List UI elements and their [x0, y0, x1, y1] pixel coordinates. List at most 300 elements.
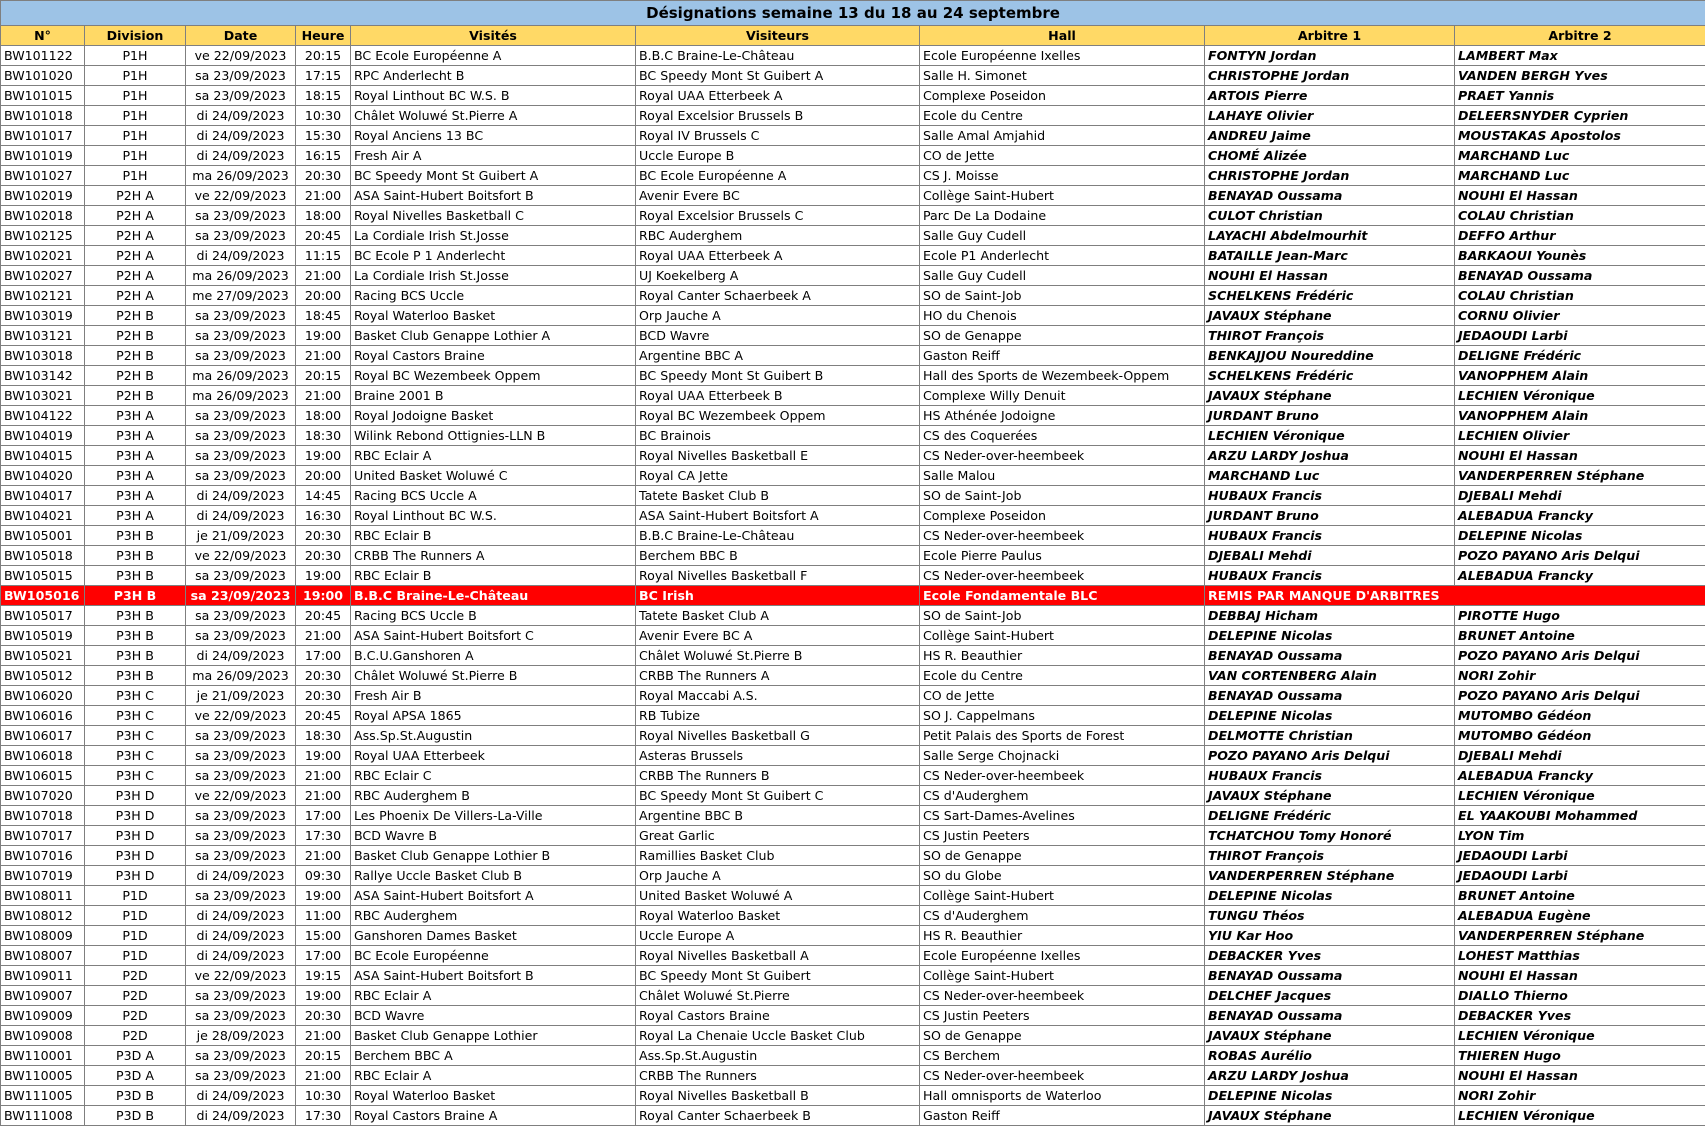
- time-cell[interactable]: 17:15: [296, 66, 351, 86]
- date-cell[interactable]: di 24/09/2023: [186, 946, 296, 966]
- division-cell[interactable]: P3D B: [85, 1106, 186, 1126]
- date-cell[interactable]: ma 26/09/2023: [186, 386, 296, 406]
- header-time[interactable]: Heure: [296, 26, 351, 46]
- referee-2-cell[interactable]: JEDAOUDI Larbi: [1455, 866, 1705, 886]
- division-cell[interactable]: P3H C: [85, 746, 186, 766]
- division-cell[interactable]: P3H A: [85, 486, 186, 506]
- referee-2-cell[interactable]: VANOPPHEM Alain: [1455, 406, 1705, 426]
- match-number-cell[interactable]: BW104017: [1, 486, 85, 506]
- home-team-cell[interactable]: Racing BCS Uccle A: [351, 486, 636, 506]
- home-team-cell[interactable]: BC Speedy Mont St Guibert A: [351, 166, 636, 186]
- referee-2-cell[interactable]: DELEPINE Nicolas: [1455, 526, 1705, 546]
- hall-cell[interactable]: Ecole Pierre Paulus: [920, 546, 1205, 566]
- away-team-cell[interactable]: BC Speedy Mont St Guibert A: [636, 66, 920, 86]
- hall-cell[interactable]: Collège Saint-Hubert: [920, 626, 1205, 646]
- time-cell[interactable]: 18:15: [296, 86, 351, 106]
- date-cell[interactable]: sa 23/09/2023: [186, 1006, 296, 1026]
- division-cell[interactable]: P3H B: [85, 626, 186, 646]
- referee-2-cell[interactable]: MARCHAND Luc: [1455, 146, 1705, 166]
- referee-2-cell[interactable]: PRAET Yannis: [1455, 86, 1705, 106]
- match-number-cell[interactable]: BW102027: [1, 266, 85, 286]
- home-team-cell[interactable]: Royal Nivelles Basketball C: [351, 206, 636, 226]
- time-cell[interactable]: 19:00: [296, 986, 351, 1006]
- date-cell[interactable]: sa 23/09/2023: [186, 346, 296, 366]
- match-number-cell[interactable]: BW110001: [1, 1046, 85, 1066]
- time-cell[interactable]: 16:30: [296, 506, 351, 526]
- match-number-cell[interactable]: BW102019: [1, 186, 85, 206]
- referee-2-cell[interactable]: ALEBADUA Francky: [1455, 766, 1705, 786]
- hall-cell[interactable]: CS Neder-over-heembeek: [920, 446, 1205, 466]
- division-cell[interactable]: P3H D: [85, 866, 186, 886]
- referee-2-cell[interactable]: VANDEN BERGH Yves: [1455, 66, 1705, 86]
- referee-1-cell[interactable]: ROBAS Aurélio: [1205, 1046, 1455, 1066]
- division-cell[interactable]: P2H A: [85, 186, 186, 206]
- date-cell[interactable]: sa 23/09/2023: [186, 566, 296, 586]
- away-team-cell[interactable]: BC Brainois: [636, 426, 920, 446]
- hall-cell[interactable]: Gaston Reiff: [920, 346, 1205, 366]
- date-cell[interactable]: sa 23/09/2023: [186, 606, 296, 626]
- time-cell[interactable]: 21:00: [296, 386, 351, 406]
- away-team-cell[interactable]: United Basket Woluwé A: [636, 886, 920, 906]
- home-team-cell[interactable]: Braine 2001 B: [351, 386, 636, 406]
- referee-2-cell[interactable]: VANDERPERREN Stéphane: [1455, 926, 1705, 946]
- division-cell[interactable]: P3H B: [85, 546, 186, 566]
- match-number-cell[interactable]: BW106016: [1, 706, 85, 726]
- hall-cell[interactable]: SO de Genappe: [920, 846, 1205, 866]
- away-team-cell[interactable]: ASA Saint-Hubert Boitsfort A: [636, 506, 920, 526]
- home-team-cell[interactable]: Fresh Air A: [351, 146, 636, 166]
- time-cell[interactable]: 19:00: [296, 586, 351, 606]
- date-cell[interactable]: sa 23/09/2023: [186, 306, 296, 326]
- referee-1-cell[interactable]: SCHELKENS Frédéric: [1205, 286, 1455, 306]
- away-team-cell[interactable]: Royal CA Jette: [636, 466, 920, 486]
- time-cell[interactable]: 21:00: [296, 766, 351, 786]
- time-cell[interactable]: 20:15: [296, 1046, 351, 1066]
- time-cell[interactable]: 20:45: [296, 226, 351, 246]
- division-cell[interactable]: P2H B: [85, 306, 186, 326]
- time-cell[interactable]: 15:30: [296, 126, 351, 146]
- match-number-cell[interactable]: BW102125: [1, 226, 85, 246]
- match-number-cell[interactable]: BW107020: [1, 786, 85, 806]
- hall-cell[interactable]: CS Neder-over-heembeek: [920, 526, 1205, 546]
- hall-cell[interactable]: Parc De La Dodaine: [920, 206, 1205, 226]
- home-team-cell[interactable]: La Cordiale Irish St.Josse: [351, 266, 636, 286]
- date-cell[interactable]: sa 23/09/2023: [186, 1066, 296, 1086]
- home-team-cell[interactable]: United Basket Woluwé C: [351, 466, 636, 486]
- away-team-cell[interactable]: BC Ecole Européenne A: [636, 166, 920, 186]
- division-cell[interactable]: P3H C: [85, 766, 186, 786]
- date-cell[interactable]: sa 23/09/2023: [186, 446, 296, 466]
- division-cell[interactable]: P2D: [85, 986, 186, 1006]
- match-number-cell[interactable]: BW109008: [1, 1026, 85, 1046]
- hall-cell[interactable]: CS Sart-Dames-Avelines: [920, 806, 1205, 826]
- match-number-cell[interactable]: BW101015: [1, 86, 85, 106]
- match-number-cell[interactable]: BW105017: [1, 606, 85, 626]
- away-team-cell[interactable]: Royal Nivelles Basketball E: [636, 446, 920, 466]
- referee-1-cell[interactable]: JAVAUX Stéphane: [1205, 786, 1455, 806]
- home-team-cell[interactable]: Royal Jodoigne Basket: [351, 406, 636, 426]
- hall-cell[interactable]: Hall des Sports de Wezembeek-Oppem: [920, 366, 1205, 386]
- away-team-cell[interactable]: BC Speedy Mont St Guibert: [636, 966, 920, 986]
- referee-2-cell[interactable]: LAMBERT Max: [1455, 46, 1705, 66]
- header-number[interactable]: N°: [1, 26, 85, 46]
- hall-cell[interactable]: Hall omnisports de Waterloo: [920, 1086, 1205, 1106]
- referee-2-cell[interactable]: EL YAAKOUBI Mohammed: [1455, 806, 1705, 826]
- match-number-cell[interactable]: BW101027: [1, 166, 85, 186]
- home-team-cell[interactable]: ASA Saint-Hubert Boitsfort C: [351, 626, 636, 646]
- date-cell[interactable]: sa 23/09/2023: [186, 406, 296, 426]
- match-number-cell[interactable]: BW101017: [1, 126, 85, 146]
- referee-1-cell[interactable]: BENAYAD Oussama: [1205, 1006, 1455, 1026]
- home-team-cell[interactable]: BCD Wavre: [351, 1006, 636, 1026]
- referee-2-cell[interactable]: DEFFO Arthur: [1455, 226, 1705, 246]
- match-number-cell[interactable]: BW107017: [1, 826, 85, 846]
- away-team-cell[interactable]: Châlet Woluwé St.Pierre B: [636, 646, 920, 666]
- home-team-cell[interactable]: Royal Castors Braine A: [351, 1106, 636, 1126]
- away-team-cell[interactable]: Royal IV Brussels C: [636, 126, 920, 146]
- date-cell[interactable]: di 24/09/2023: [186, 926, 296, 946]
- referee-1-cell[interactable]: BENAYAD Oussama: [1205, 186, 1455, 206]
- match-number-cell[interactable]: BW105018: [1, 546, 85, 566]
- away-team-cell[interactable]: Asteras Brussels: [636, 746, 920, 766]
- time-cell[interactable]: 20:45: [296, 706, 351, 726]
- match-number-cell[interactable]: BW105019: [1, 626, 85, 646]
- away-team-cell[interactable]: CRBB The Runners B: [636, 766, 920, 786]
- time-cell[interactable]: 17:30: [296, 1106, 351, 1126]
- match-number-cell[interactable]: BW105016: [1, 586, 85, 606]
- time-cell[interactable]: 15:00: [296, 926, 351, 946]
- date-cell[interactable]: di 24/09/2023: [186, 1086, 296, 1106]
- hall-cell[interactable]: CS d'Auderghem: [920, 906, 1205, 926]
- match-number-cell[interactable]: BW109009: [1, 1006, 85, 1026]
- home-team-cell[interactable]: Royal BC Wezembeek Oppem: [351, 366, 636, 386]
- referee-2-cell[interactable]: JEDAOUDI Larbi: [1455, 326, 1705, 346]
- home-team-cell[interactable]: RBC Eclair A: [351, 986, 636, 1006]
- match-number-cell[interactable]: BW102018: [1, 206, 85, 226]
- time-cell[interactable]: 19:00: [296, 886, 351, 906]
- hall-cell[interactable]: Complexe Poseidon: [920, 506, 1205, 526]
- hall-cell[interactable]: Ecole P1 Anderlecht: [920, 246, 1205, 266]
- time-cell[interactable]: 17:00: [296, 646, 351, 666]
- referee-2-cell[interactable]: COLAU Christian: [1455, 286, 1705, 306]
- header-division[interactable]: Division: [85, 26, 186, 46]
- away-team-cell[interactable]: RB Tubize: [636, 706, 920, 726]
- match-number-cell[interactable]: BW111005: [1, 1086, 85, 1106]
- header-date[interactable]: Date: [186, 26, 296, 46]
- away-team-cell[interactable]: Ramillies Basket Club: [636, 846, 920, 866]
- referee-2-cell[interactable]: VANOPPHEM Alain: [1455, 366, 1705, 386]
- hall-cell[interactable]: Ecole Européenne Ixelles: [920, 946, 1205, 966]
- referee-1-cell[interactable]: CHRISTOPHE Jordan: [1205, 166, 1455, 186]
- referee-2-cell[interactable]: NORI Zohir: [1455, 1086, 1705, 1106]
- referee-1-cell[interactable]: LAHAYE Olivier: [1205, 106, 1455, 126]
- match-number-cell[interactable]: BW106020: [1, 686, 85, 706]
- time-cell[interactable]: 20:30: [296, 1006, 351, 1026]
- time-cell[interactable]: 20:15: [296, 366, 351, 386]
- referee-1-cell[interactable]: ARZU LARDY Joshua: [1205, 1066, 1455, 1086]
- division-cell[interactable]: P1D: [85, 906, 186, 926]
- time-cell[interactable]: 21:00: [296, 186, 351, 206]
- away-team-cell[interactable]: UJ Koekelberg A: [636, 266, 920, 286]
- match-number-cell[interactable]: BW103019: [1, 306, 85, 326]
- referee-1-cell[interactable]: ANDREU Jaime: [1205, 126, 1455, 146]
- home-team-cell[interactable]: RBC Eclair B: [351, 566, 636, 586]
- date-cell[interactable]: ve 22/09/2023: [186, 186, 296, 206]
- match-number-cell[interactable]: BW104019: [1, 426, 85, 446]
- match-number-cell[interactable]: BW101122: [1, 46, 85, 66]
- division-cell[interactable]: P3H D: [85, 806, 186, 826]
- home-team-cell[interactable]: Basket Club Genappe Lothier B: [351, 846, 636, 866]
- time-cell[interactable]: 20:30: [296, 686, 351, 706]
- referee-1-cell[interactable]: HUBAUX Francis: [1205, 566, 1455, 586]
- referee-2-cell[interactable]: THIEREN Hugo: [1455, 1046, 1705, 1066]
- hall-cell[interactable]: HO du Chenois: [920, 306, 1205, 326]
- division-cell[interactable]: P2D: [85, 1026, 186, 1046]
- home-team-cell[interactable]: Royal Linthout BC W.S. B: [351, 86, 636, 106]
- home-team-cell[interactable]: RPC Anderlecht B: [351, 66, 636, 86]
- division-cell[interactable]: P1H: [85, 86, 186, 106]
- hall-cell[interactable]: Ecole Fondamentale BLC: [920, 586, 1205, 606]
- away-team-cell[interactable]: Royal Nivelles Basketball A: [636, 946, 920, 966]
- hall-cell[interactable]: SO J. Cappelmans: [920, 706, 1205, 726]
- referee-2-cell[interactable]: MUTOMBO Gédéon: [1455, 726, 1705, 746]
- time-cell[interactable]: 11:15: [296, 246, 351, 266]
- division-cell[interactable]: P2H B: [85, 366, 186, 386]
- referee-1-cell[interactable]: VANDERPERREN Stéphane: [1205, 866, 1455, 886]
- referee-1-cell[interactable]: HUBAUX Francis: [1205, 766, 1455, 786]
- division-cell[interactable]: P3H A: [85, 446, 186, 466]
- hall-cell[interactable]: HS R. Beauthier: [920, 646, 1205, 666]
- referee-2-cell[interactable]: PIROTTE Hugo: [1455, 606, 1705, 626]
- home-team-cell[interactable]: Racing BCS Uccle B: [351, 606, 636, 626]
- match-number-cell[interactable]: BW101018: [1, 106, 85, 126]
- referee-1-cell[interactable]: YIU Kar Hoo: [1205, 926, 1455, 946]
- division-cell[interactable]: P1H: [85, 146, 186, 166]
- referee-1-cell[interactable]: THIROT François: [1205, 326, 1455, 346]
- hall-cell[interactable]: SO de Saint-Job: [920, 606, 1205, 626]
- match-number-cell[interactable]: BW107016: [1, 846, 85, 866]
- date-cell[interactable]: sa 23/09/2023: [186, 746, 296, 766]
- match-number-cell[interactable]: BW108011: [1, 886, 85, 906]
- division-cell[interactable]: P3H B: [85, 666, 186, 686]
- away-team-cell[interactable]: Berchem BBC B: [636, 546, 920, 566]
- time-cell[interactable]: 20:00: [296, 286, 351, 306]
- division-cell[interactable]: P3H A: [85, 426, 186, 446]
- referee-2-cell[interactable]: POZO PAYANO Aris Delqui: [1455, 546, 1705, 566]
- referee-1-cell[interactable]: HUBAUX Francis: [1205, 486, 1455, 506]
- home-team-cell[interactable]: Royal Linthout BC W.S.: [351, 506, 636, 526]
- hall-cell[interactable]: SO de Saint-Job: [920, 286, 1205, 306]
- referee-2-cell[interactable]: VANDERPERREN Stéphane: [1455, 466, 1705, 486]
- header-away-team[interactable]: Visiteurs: [636, 26, 920, 46]
- time-cell[interactable]: 21:00: [296, 346, 351, 366]
- referee-1-cell[interactable]: CHOMÉ Alizée: [1205, 146, 1455, 166]
- hall-cell[interactable]: CS Justin Peeters: [920, 1006, 1205, 1026]
- home-team-cell[interactable]: Basket Club Genappe Lothier A: [351, 326, 636, 346]
- referee-2-cell[interactable]: BRUNET Antoine: [1455, 626, 1705, 646]
- division-cell[interactable]: P1D: [85, 946, 186, 966]
- division-cell[interactable]: P2D: [85, 966, 186, 986]
- away-team-cell[interactable]: CRBB The Runners: [636, 1066, 920, 1086]
- time-cell[interactable]: 20:30: [296, 546, 351, 566]
- referee-1-cell[interactable]: JURDANT Bruno: [1205, 506, 1455, 526]
- date-cell[interactable]: di 24/09/2023: [186, 246, 296, 266]
- division-cell[interactable]: P2H B: [85, 386, 186, 406]
- hall-cell[interactable]: CS J. Moisse: [920, 166, 1205, 186]
- date-cell[interactable]: sa 23/09/2023: [186, 226, 296, 246]
- referee-1-cell[interactable]: DJEBALI Mehdi: [1205, 546, 1455, 566]
- home-team-cell[interactable]: RBC Eclair A: [351, 446, 636, 466]
- time-cell[interactable]: 19:00: [296, 326, 351, 346]
- away-team-cell[interactable]: Royal Nivelles Basketball G: [636, 726, 920, 746]
- match-number-cell[interactable]: BW103021: [1, 386, 85, 406]
- referee-1-cell[interactable]: POZO PAYANO Aris Delqui: [1205, 746, 1455, 766]
- match-number-cell[interactable]: BW101020: [1, 66, 85, 86]
- home-team-cell[interactable]: Ganshoren Dames Basket: [351, 926, 636, 946]
- match-number-cell[interactable]: BW108009: [1, 926, 85, 946]
- home-team-cell[interactable]: Châlet Woluwé St.Pierre B: [351, 666, 636, 686]
- date-cell[interactable]: sa 23/09/2023: [186, 986, 296, 1006]
- referee-2-cell[interactable]: BARKAOUI Younès: [1455, 246, 1705, 266]
- division-cell[interactable]: P2H A: [85, 206, 186, 226]
- away-team-cell[interactable]: Royal Maccabi A.S.: [636, 686, 920, 706]
- division-cell[interactable]: P3H B: [85, 606, 186, 626]
- hall-cell[interactable]: CS Berchem: [920, 1046, 1205, 1066]
- time-cell[interactable]: 11:00: [296, 906, 351, 926]
- away-team-cell[interactable]: Royal UAA Etterbeek A: [636, 86, 920, 106]
- away-team-cell[interactable]: BC Irish: [636, 586, 920, 606]
- home-team-cell[interactable]: B.B.C Braine-Le-Château: [351, 586, 636, 606]
- date-cell[interactable]: di 24/09/2023: [186, 506, 296, 526]
- hall-cell[interactable]: Salle Malou: [920, 466, 1205, 486]
- date-cell[interactable]: ma 26/09/2023: [186, 266, 296, 286]
- date-cell[interactable]: sa 23/09/2023: [186, 206, 296, 226]
- referee-1-cell[interactable]: SCHELKENS Frédéric: [1205, 366, 1455, 386]
- away-team-cell[interactable]: Royal Excelsior Brussels C: [636, 206, 920, 226]
- time-cell[interactable]: 21:00: [296, 846, 351, 866]
- referee-1-cell[interactable]: BENAYAD Oussama: [1205, 646, 1455, 666]
- home-team-cell[interactable]: Royal Waterloo Basket: [351, 306, 636, 326]
- time-cell[interactable]: 17:00: [296, 806, 351, 826]
- home-team-cell[interactable]: ASA Saint-Hubert Boitsfort B: [351, 186, 636, 206]
- division-cell[interactable]: P3H A: [85, 406, 186, 426]
- match-number-cell[interactable]: BW105012: [1, 666, 85, 686]
- hall-cell[interactable]: CS Neder-over-heembeek: [920, 566, 1205, 586]
- division-cell[interactable]: P3D B: [85, 1086, 186, 1106]
- time-cell[interactable]: 16:15: [296, 146, 351, 166]
- referee-1-cell[interactable]: TCHATCHOU Tomy Honoré: [1205, 826, 1455, 846]
- time-cell[interactable]: 21:00: [296, 1066, 351, 1086]
- home-team-cell[interactable]: Châlet Woluwé St.Pierre A: [351, 106, 636, 126]
- away-team-cell[interactable]: Royal UAA Etterbeek A: [636, 246, 920, 266]
- division-cell[interactable]: P1H: [85, 106, 186, 126]
- hall-cell[interactable]: Salle Guy Cudell: [920, 226, 1205, 246]
- match-number-cell[interactable]: BW103142: [1, 366, 85, 386]
- home-team-cell[interactable]: Racing BCS Uccle: [351, 286, 636, 306]
- home-team-cell[interactable]: ASA Saint-Hubert Boitsfort B: [351, 966, 636, 986]
- referee-2-cell[interactable]: MUTOMBO Gédéon: [1455, 706, 1705, 726]
- referee-2-cell[interactable]: NORI Zohir: [1455, 666, 1705, 686]
- hall-cell[interactable]: Salle Guy Cudell: [920, 266, 1205, 286]
- referee-2-cell[interactable]: ALEBADUA Francky: [1455, 566, 1705, 586]
- division-cell[interactable]: P3H D: [85, 846, 186, 866]
- match-number-cell[interactable]: BW106015: [1, 766, 85, 786]
- home-team-cell[interactable]: Berchem BBC A: [351, 1046, 636, 1066]
- hall-cell[interactable]: SO de Genappe: [920, 1026, 1205, 1046]
- away-team-cell[interactable]: RBC Auderghem: [636, 226, 920, 246]
- referee-1-cell[interactable]: JAVAUX Stéphane: [1205, 386, 1455, 406]
- away-team-cell[interactable]: Royal Canter Schaerbeek A: [636, 286, 920, 306]
- referee-2-cell[interactable]: MARCHAND Luc: [1455, 166, 1705, 186]
- time-cell[interactable]: 20:30: [296, 166, 351, 186]
- hall-cell[interactable]: Salle H. Simonet: [920, 66, 1205, 86]
- away-team-cell[interactable]: CRBB The Runners A: [636, 666, 920, 686]
- date-cell[interactable]: je 21/09/2023: [186, 686, 296, 706]
- home-team-cell[interactable]: Royal Waterloo Basket: [351, 1086, 636, 1106]
- away-team-cell[interactable]: Tatete Basket Club A: [636, 606, 920, 626]
- referee-1-cell[interactable]: JAVAUX Stéphane: [1205, 1106, 1455, 1126]
- time-cell[interactable]: 21:00: [296, 1026, 351, 1046]
- hall-cell[interactable]: Collège Saint-Hubert: [920, 966, 1205, 986]
- division-cell[interactable]: P3H C: [85, 706, 186, 726]
- referee-1-cell[interactable]: JAVAUX Stéphane: [1205, 1026, 1455, 1046]
- division-cell[interactable]: P2H B: [85, 326, 186, 346]
- home-team-cell[interactable]: RBC Eclair C: [351, 766, 636, 786]
- date-cell[interactable]: di 24/09/2023: [186, 646, 296, 666]
- home-team-cell[interactable]: Basket Club Genappe Lothier: [351, 1026, 636, 1046]
- date-cell[interactable]: sa 23/09/2023: [186, 826, 296, 846]
- referee-2-cell[interactable]: LECHIEN Véronique: [1455, 786, 1705, 806]
- hall-cell[interactable]: Salle Serge Chojnacki: [920, 746, 1205, 766]
- time-cell[interactable]: 17:30: [296, 826, 351, 846]
- time-cell[interactable]: 20:00: [296, 466, 351, 486]
- hall-cell[interactable]: Gaston Reiff: [920, 1106, 1205, 1126]
- division-cell[interactable]: P3H C: [85, 726, 186, 746]
- home-team-cell[interactable]: BC Ecole P 1 Anderlecht: [351, 246, 636, 266]
- referee-2-cell[interactable]: DJEBALI Mehdi: [1455, 746, 1705, 766]
- away-team-cell[interactable]: Royal Waterloo Basket: [636, 906, 920, 926]
- date-cell[interactable]: sa 23/09/2023: [186, 886, 296, 906]
- home-team-cell[interactable]: BC Ecole Européenne: [351, 946, 636, 966]
- date-cell[interactable]: sa 23/09/2023: [186, 326, 296, 346]
- away-team-cell[interactable]: Great Garlic: [636, 826, 920, 846]
- match-number-cell[interactable]: BW111008: [1, 1106, 85, 1126]
- time-cell[interactable]: 21:00: [296, 626, 351, 646]
- away-team-cell[interactable]: Argentine BBC B: [636, 806, 920, 826]
- away-team-cell[interactable]: Royal UAA Etterbeek B: [636, 386, 920, 406]
- date-cell[interactable]: di 24/09/2023: [186, 146, 296, 166]
- division-cell[interactable]: P3H A: [85, 506, 186, 526]
- referee-2-cell[interactable]: MOUSTAKAS Apostolos: [1455, 126, 1705, 146]
- time-cell[interactable]: 21:00: [296, 786, 351, 806]
- division-cell[interactable]: P1H: [85, 66, 186, 86]
- division-cell[interactable]: P1H: [85, 126, 186, 146]
- referee-2-cell[interactable]: LYON Tim: [1455, 826, 1705, 846]
- referee-1-cell[interactable]: DELIGNE Frédéric: [1205, 806, 1455, 826]
- home-team-cell[interactable]: Royal APSA 1865: [351, 706, 636, 726]
- match-number-cell[interactable]: BW102121: [1, 286, 85, 306]
- home-team-cell[interactable]: CRBB The Runners A: [351, 546, 636, 566]
- division-cell[interactable]: P3H A: [85, 466, 186, 486]
- hall-cell[interactable]: CS Neder-over-heembeek: [920, 986, 1205, 1006]
- away-team-cell[interactable]: Royal Nivelles Basketball F: [636, 566, 920, 586]
- date-cell[interactable]: sa 23/09/2023: [186, 86, 296, 106]
- referee-2-cell[interactable]: BRUNET Antoine: [1455, 886, 1705, 906]
- date-cell[interactable]: di 24/09/2023: [186, 906, 296, 926]
- date-cell[interactable]: ve 22/09/2023: [186, 966, 296, 986]
- division-cell[interactable]: P2H A: [85, 266, 186, 286]
- division-cell[interactable]: P3H D: [85, 826, 186, 846]
